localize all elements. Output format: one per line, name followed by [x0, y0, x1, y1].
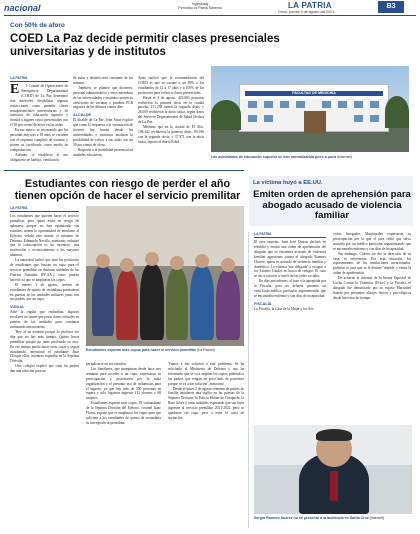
photo-window — [280, 101, 289, 108]
photo-person — [216, 270, 240, 340]
photo-tree — [385, 96, 409, 128]
story1-col2 — [73, 76, 133, 158]
page-number: B3 — [378, 1, 404, 13]
story3-col3 — [168, 362, 244, 421]
paragraph: En ese marco, se recomendó que las personas mayores a 18 años se vacunen con el esquema completo de vacunas y porten su certificado como medio de comprobación. — [10, 128, 68, 152]
paragraph: También, se planteó que docentes, personal administrativo y otros miembros de las universidades e institutos porten su certificado de vacunas o pruebas PCR negativa de los últimos cuatro días. — [73, 85, 133, 110]
story1-photo — [211, 66, 409, 152]
caption-bold: Las actividades de educación superior se irán normalizando poco a poco — [211, 155, 337, 159]
paragraph: Los familiares, que peregrinan desde hace tres semanas para acceder a un cupo, expresaron su preocupación y protestaron por la mala organización y el presunto uso de influencias para el ingreso, ya que hay más de 500 personas en espera y solo lograron ingresar 112 jóvenes y 68 mujeres. — [86, 366, 161, 401]
photo-door — [304, 111, 326, 133]
story1-photo-caption — [211, 155, 409, 159]
photo-person — [190, 266, 214, 340]
caption-bold: Estudiantes esperan más cupos para hacer el servicio premilitar — [86, 348, 197, 352]
story3-headline: Estudiantes con riesgo de perder el año tienen opción de hacer el servicio premilitar — [14, 178, 241, 202]
story1-col1 — [10, 76, 68, 163]
story2-headline: Emiten orden de aprehensión para abogado acusado de violencia familiar — [253, 189, 411, 221]
photo-window — [354, 115, 363, 122]
paragraph: Además, se estableció el uso obligatorio de barbijo, ventilación — [10, 152, 68, 162]
story2-kicker: La víctima huyó a EE.UU. — [253, 180, 323, 186]
paragraph: Hasta el 3 de agosto, 423,683 personas recibieron la primera dosis en la ciudad paceña; 211.238 tienen la segunda dosis; y 26.039 recibieron la dosis única, según datos del Servicio Departamental de Salud (Sedes) de La Paz. — [138, 95, 204, 125]
paragraph: De acuerdo al informe de la Inerza Especial de Lucha Contra la Violencia (Felcv) y la Fiscalía, el abogado fue denunciado por su esposa Marisabel Suárez por presuntos ultrajes físicos y psicológicos desde hace mucho tiempo. — [333, 276, 411, 300]
caption-credit: (Internet) — [369, 516, 385, 520]
photo-window — [264, 115, 273, 122]
story1-subhead: ALCALDE — [73, 113, 92, 118]
photo-window — [370, 115, 379, 122]
photo-window — [248, 115, 257, 122]
story2-photo-caption — [254, 516, 412, 520]
story3-photo — [86, 206, 244, 346]
paragraph: de aulas y desinfección constante de las mismas. — [73, 76, 133, 85]
paragraph: 'Vamos a dar solución a este problema. Se ha solicitado al Ministerio de Defensa y nos ha informado que se va a ampliar los cupos, pidiendo a los padres que tengan un poco más de paciencia porque se va a dar solución', mencionó. — [168, 362, 244, 386]
story3-subhead: VIGILIA — [10, 305, 24, 310]
photo-window — [296, 101, 305, 108]
issue-date: Oruro, jueves 5 de agosto del 2021 — [278, 10, 335, 14]
paragraph: En días precedentes, el juez a la apropiada por la Fiscalía, pero no defensa presentó un certificado médico particular argumentando que se encontraba enfermo y con días de incapacidad. — [254, 279, 326, 298]
paragraph: La autoridad indicó que ante las peticiones de estudiantes que buscan un cupo para el servicio premilitar en distintas unidades de las Fuerzas Armadas (FF.AA.), estos podrán hacerlo ya que se ampliaron los cupos. — [10, 258, 79, 282]
caption-credit: (La Razón) — [197, 348, 215, 352]
photo-person-head — [221, 258, 235, 272]
story1-byline: LA PATRIA — [10, 76, 28, 80]
paragraph: Ante la vigilia que realizaban, algunos escolares no tienen que pasar clases virtuales en puertas de las unidades para continuar avanzando una materias. — [10, 310, 79, 330]
photo-window — [370, 101, 379, 108]
story3-col2 — [86, 362, 161, 426]
story1-col3 — [138, 76, 204, 145]
photo-person-head — [145, 252, 159, 266]
photo-banner-text: FACULTAD DE MEDICINA — [292, 91, 336, 95]
photo-person — [140, 264, 164, 340]
photo-window — [264, 101, 273, 108]
story2-photo — [254, 425, 412, 514]
photo-window — [354, 101, 363, 108]
photo-person-head — [170, 256, 184, 270]
photo-building — [239, 84, 389, 132]
photo-person-head — [195, 254, 209, 268]
byline-rule — [10, 211, 79, 212]
photo-person-head — [120, 258, 134, 272]
section-label: nacional — [4, 3, 41, 13]
paragraph: Arias ratificó que la recomendación del COED es que se vacune a un 80% a los estudiantes de 12 a 17 años y a 100% de los profesores para volver a clases presenciales. — [138, 76, 204, 95]
column-divider — [248, 232, 249, 528]
story2-byline: LA PATRIA — [254, 232, 272, 236]
header-center-text — [160, 2, 240, 11]
paragraph: El martes 3 de agosto, cientos de estudiantes de quinto de secundaria protestaron en puertas de las unidades militares junto con sus padres, por un cupo. — [10, 282, 79, 302]
photo-person — [166, 268, 188, 340]
story2-subhead: FISCALÍA — [254, 301, 272, 306]
dropcap: E — [10, 82, 20, 97]
byline-rule — [254, 237, 326, 238]
paragraph: Mientras que en la ciudad de El Alto, 198.442 recibieron la primera dosis; 80.196 con la segunda dosis; y 37.971 con la dosis única, reporta el diario Erbol. — [138, 125, 204, 144]
story1-kicker: Con 50% de aforo — [10, 22, 65, 29]
section-divider — [4, 170, 244, 171]
story2-col2 — [333, 232, 411, 301]
story3-col1 — [10, 206, 79, 374]
photo-tree — [211, 100, 241, 130]
photo-backwall — [86, 206, 244, 266]
story2-col1 — [254, 232, 326, 312]
paragraph: El alcalde de La Paz, Iván Arias explicó que como la respuesta a la vacunación de jóvenes fue buena desde las universidades e institutos analizan la posibilidad de volver a sus aulas con un 50 por ciento de aforo. — [73, 118, 133, 147]
header-divider — [4, 15, 416, 16]
paragraph: perjudicarse en sus estudios. — [86, 362, 127, 366]
paragraph: Los estudiantes que quieren hacer el servicio premilitar, pero quizá están en riesgo de aplazarse porque no han optimizado sus estudios, tienen la oportunidad de enrolarse al Ejército, señaló este martes el ministro de Defensa, Edmundo Novillo, asimismo, enfatizó que la conscripción es un incentivo, una motivación y reconocimiento a los mayores alumnos. — [10, 214, 79, 258]
photo-window — [248, 101, 257, 108]
photo-window — [338, 101, 347, 108]
paragraph: vicios Integrales Municipales expresaron su preocupación por lo que el juez cedió que salvo acusado por un médico particular argumentando que se encontraba enfermo y con días de incapacidad. — [333, 232, 411, 251]
paragraph: l Comité de Operaciones de Emergencia Departamental (COED) de La Paz determinó este miércoles flexibilizar algunas restricciones como permitir clases semipresenciales universitarias y de institutos de educación superior y técnica a lugares cuyos presenciales con el 50 por ciento de aforo en las aulas. — [10, 84, 68, 128]
photo-hair — [316, 429, 352, 441]
header-center-line2: Periódico la Patria Sistema — [178, 6, 222, 11]
paragraph: 'Hoy al un examen porque lo profesor era dije que no hay más tiempo. Quiero hacer premilitar porque no tiene profesado en otro. En ese tiempo puedo hacer otras cosas y seguir estudiando', mencionó el estudiante Jhon Choque ellos, mientras esperaba en la Séptima División. — [10, 329, 79, 364]
paragraph: Desde el lunes 2 de agosto centenas de padres de familia instalaron una vigilia en las puertas de la Séptima División, la Policía Militar de Cotapachi, la Base Aérea y otras unidades esperando que sus hijos ingresen al servicio premilitar 2021-2022, pero se quedaron sin cupo, pese a tener la carta de invitación. — [168, 386, 244, 420]
paragraph: Respecto a la modalidad presencial en unidades educativas, — [73, 147, 133, 157]
paragraph: La Fiscalía, la Casa de la Mujer y los Ser- — [254, 306, 315, 311]
photo-person — [92, 266, 114, 336]
paragraph: Estudiantes esperan más cupos. El comandante de la Séptima División del Ejército, coronel Isaac Flores, expuso que se ampliaron los cupos para que soliciten a los estudiantes de quinto de secundaria su inscripción al premilitar. — [86, 401, 161, 425]
photo-tie — [330, 471, 338, 501]
photo-person — [116, 270, 138, 340]
caption-bold: Sergio Romero Suárez no se presentó a la audiencia en Santa Cruz — [254, 516, 369, 520]
paragraph: Otro colegial explicó que cada los padres dan una solución para no — [10, 364, 79, 374]
header-center-line1: Ingeniosaj — [191, 2, 209, 6]
story1-headline: COED La Paz decide permitir clases presenciales universitarias y de institutos — [10, 33, 280, 58]
paragraph: Sin embargo, Chávez no dio la dirección de su casa, ni referencias. Por esta situación, los representantes de las instituciones mencionadas, pidieron al juez que se le declare 'rebelde' y emita la orden de aprehensión. — [333, 251, 411, 276]
photo-window — [322, 101, 331, 108]
story3-photo-caption — [86, 348, 244, 352]
photo-person-head — [96, 254, 110, 268]
photo-banner — [245, 91, 383, 96]
paragraph: El juez cautelar, Juan José Quiroz declaró en rebeldía y emitió una orden de aprehensión del abogado que se encuentra acusado de violencia familiar agresiones contra el abogado Romero Chávez, quien es acusado de violencia familiar y doméstica. La víctima 'fue obligada' a escapar a los Estados Unidos en busca de refugio. El caso se dio a conocer a través de las redes sociales. — [254, 240, 326, 279]
story3-byline: LA PATRIA — [10, 206, 28, 210]
newspaper-brand: LA PATRIA — [288, 1, 332, 10]
caption-credit: (Internet) — [337, 155, 352, 159]
